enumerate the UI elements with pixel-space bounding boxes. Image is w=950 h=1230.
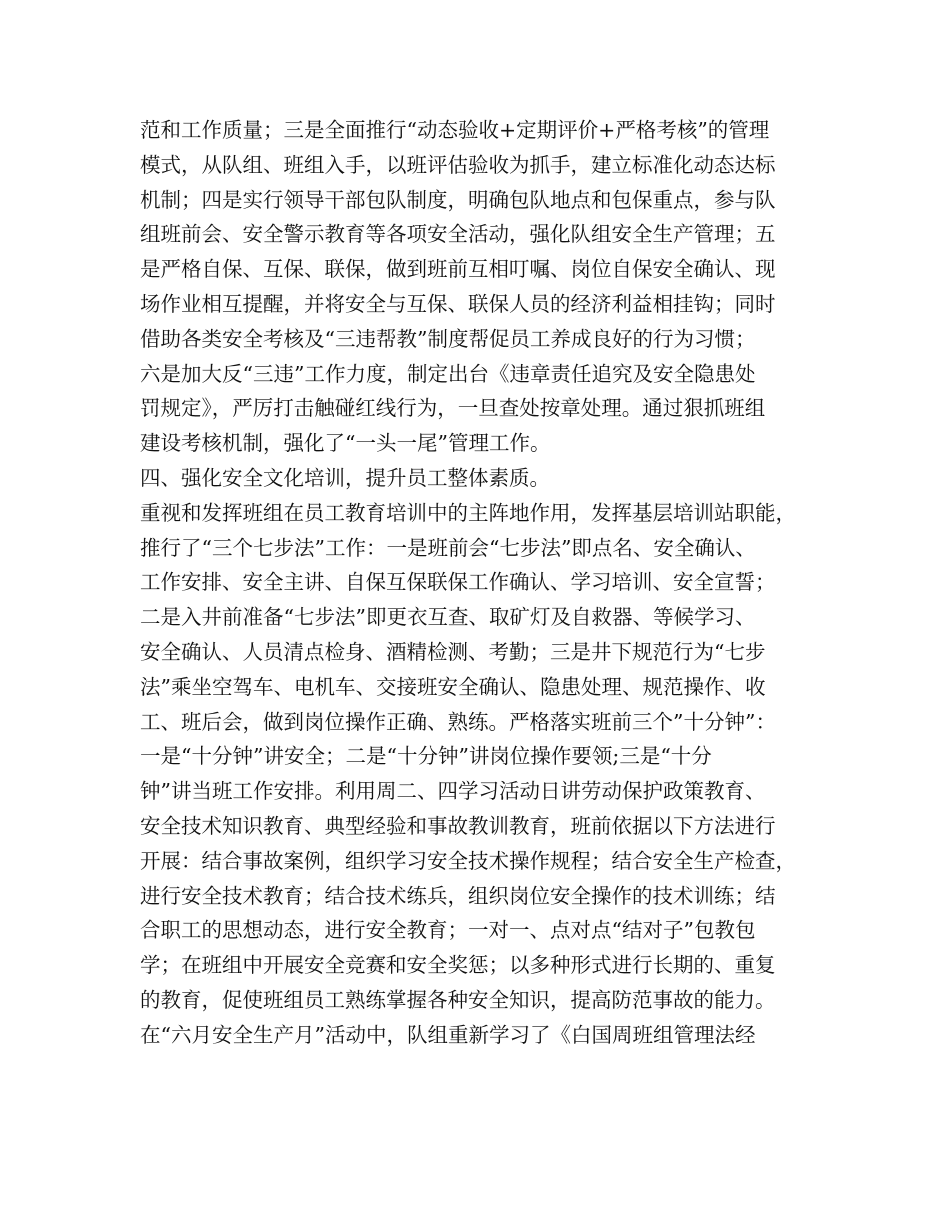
text-line: 借助各类安全考核及“三违帮教”制度帮促员工养成良好的行为习惯；	[140, 326, 756, 351]
text-line: 合职工的思想动态，进行安全教育；一对一、点对点“结对子”包教包	[140, 918, 756, 943]
text-line: 在“六月安全生产月”活动中，队组重新学习了《白国周班组管理法经	[140, 1022, 756, 1047]
body-text	[140, 113, 830, 1053]
text-line: 机制；四是实行领导干部包队制度，明确包队地点和包保重点，参与队	[140, 187, 776, 212]
text-line: 的教育，促使班组员工熟练掌握各种安全知识，提高防范事故的能力。	[140, 987, 776, 1012]
text-line: 法”乘坐空驾车、电机车、交接班安全确认、隐患处理、规范操作、收	[140, 674, 766, 699]
text-line: 六是加大反“三违”工作力度，制定出台《违章责任追究及安全隐患处	[140, 361, 756, 386]
text-line: 重视和发挥班组在员工教育培训中的主阵地作用，发挥基层培训站职能，	[140, 500, 796, 525]
text-line: 罚规定》，严厉打击触碰红线行为，一旦查处按章处理。通过狠抓班组	[140, 396, 766, 421]
text-line: 模式，从队组、班组入手，以班评估验收为抓手，建立标准化动态达标	[140, 152, 776, 177]
text-line: 建设考核机制，强化了“一头一尾”管理工作。	[140, 431, 551, 456]
text-line: 推行了“三个七步法”工作：一是班前会“七步法”即点名、安全确认、	[140, 535, 756, 560]
text-line: 二是入井前准备“七步法”即更衣互查、取矿灯及自救器、等候学习、	[140, 605, 756, 630]
text-line: 安全确认、人员清点检身、酒精检测、考勤；三是井下规范行为“七步	[140, 639, 766, 664]
text-line: 组班前会、安全警示教育等各项安全活动，强化队组安全生产管理；五	[140, 222, 776, 247]
text-line: 学；在班组中开展安全竞赛和安全奖惩；以多种形式进行长期的、重复	[140, 953, 776, 978]
text-line: 是严格自保、互保、联保，做到班前互相叮嘱、岗位自保安全确认、现	[140, 257, 776, 282]
text-line: 进行安全技术教育；结合技术练兵，组织岗位安全操作的技术训练；结	[140, 883, 776, 908]
text-line: 开展：结合事故案例，组织学习安全技术操作规程；结合安全生产检查，	[140, 848, 796, 873]
text-line: 一是“十分钟”讲安全；二是“十分钟”讲岗位操作要领;三是“十分	[140, 744, 712, 769]
text-line: 安全技术知识教育、典型经验和事故教训教育，班前依据以下方法进行	[140, 813, 776, 838]
section-heading: 四、强化安全文化培训，提升员工整体素质。	[140, 465, 550, 490]
text-line: 钟”讲当班工作安排。利用周二、四学习活动日讲劳动保护政策教育、	[140, 779, 766, 804]
text-line: 工作安排、安全主讲、自保互保联保工作确认、学习培训、安全宣誓；	[140, 570, 776, 595]
text-line: 范和工作质量；三是全面推行“动态验收+定期评价+严格考核”的管理	[140, 118, 770, 142]
text-line: 工、班后会，做到岗位操作正确、熟练。严格落实班前三个”十分钟”：	[140, 709, 776, 734]
text-line: 场作业相互提醒，并将安全与互保、联保人员的经济利益相挂钩；同时	[140, 291, 776, 316]
